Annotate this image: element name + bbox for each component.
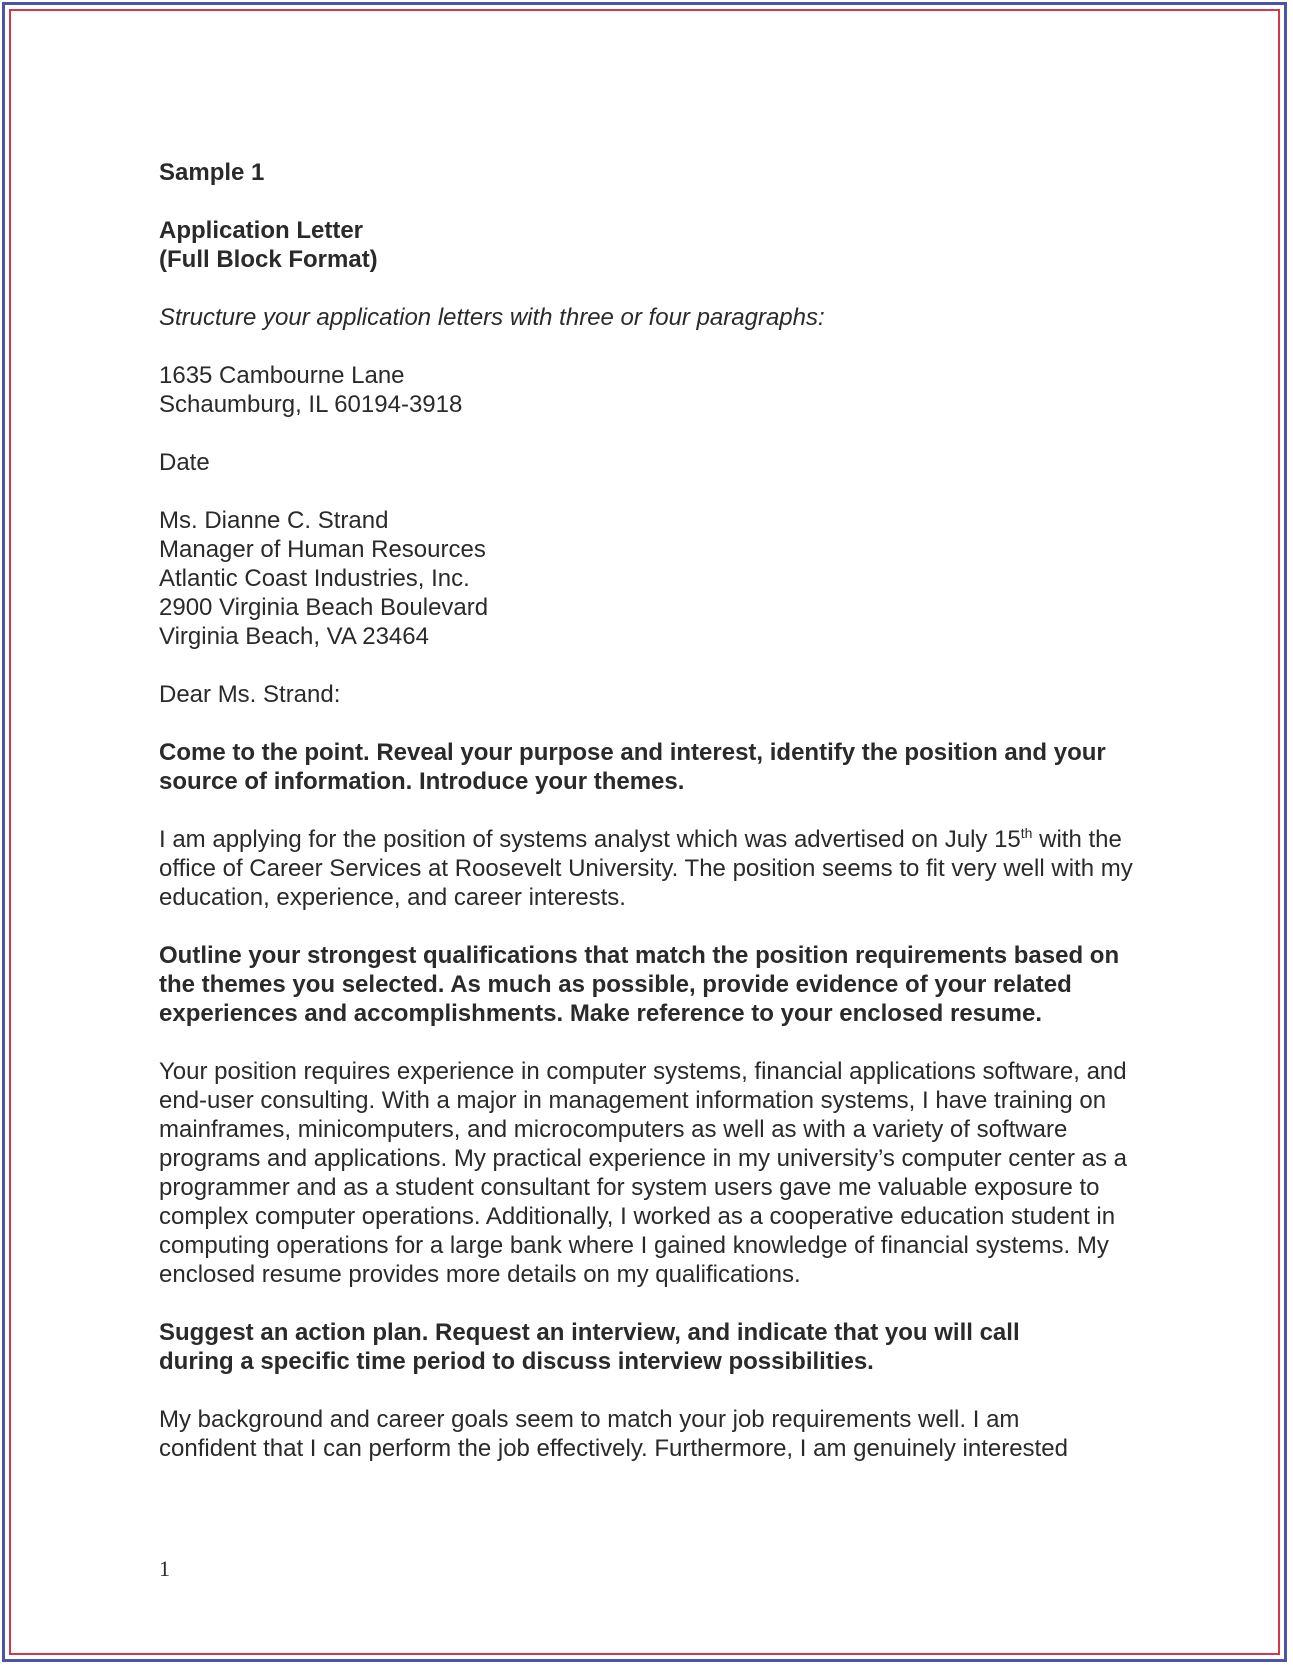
sender-city: Schaumburg, IL 60194-3918: [159, 391, 463, 418]
guide-3-line: during a specific time period to discuss interview possibilities.: [159, 1348, 874, 1375]
letter-format: (Full Block Format): [159, 246, 378, 273]
body-2-line: programs and applications. My practical experience in my university’s computer center as a: [159, 1145, 1127, 1172]
body-2-line: complex computer operations. Additionally, I worked as a cooperative education student in: [159, 1203, 1116, 1230]
body-2-line: enclosed resume provides more details on my qualifications.: [159, 1261, 801, 1288]
letter-page: [159, 158, 1209, 1492]
body-2-line: end-user consulting. With a major in management information systems, I have training on: [159, 1087, 1107, 1114]
sender-address: [159, 361, 1209, 419]
salutation-block: [159, 680, 1209, 709]
body-1-line: [159, 825, 1209, 854]
guide-paragraph-1: [159, 738, 1209, 796]
recipient-city: Virginia Beach, VA 23464: [159, 623, 429, 650]
body-1-line: education, experience, and career interests.: [159, 884, 626, 911]
guide-2-line: experiences and accomplishments. Make reference to your enclosed resume.: [159, 1000, 1043, 1027]
recipient-street: 2900 Virginia Beach Boulevard: [159, 594, 489, 621]
sender-street: 1635 Cambourne Lane: [159, 362, 405, 389]
body-paragraph-1: [159, 825, 1209, 912]
body-1-line-text-b: with the: [1032, 826, 1122, 853]
body-3-line: confident that I can perform the job effectively. Furthermore, I am genuinely interested: [159, 1435, 1068, 1462]
recipient-company: Atlantic Coast Industries, Inc.: [159, 565, 470, 592]
sample-label: Sample 1: [159, 159, 265, 186]
body-2-line: computing operations for a large bank where I gained knowledge of financial systems. My: [159, 1232, 1109, 1259]
guide-paragraph-3: [159, 1318, 1209, 1376]
guide-2-line: the themes you selected. As much as possible, provide evidence of your related: [159, 971, 1072, 998]
date-text: Date: [159, 449, 210, 476]
guide-2-line: Outline your strongest qualifications that match the position requirements based on: [159, 942, 1120, 969]
body-paragraph-2: [159, 1057, 1209, 1289]
body-3-line: My background and career goals seem to match your job requirements well. I am: [159, 1406, 1020, 1433]
instruction-block: [159, 303, 1209, 332]
letter-title: Application Letter: [159, 217, 364, 244]
heading-sample: [159, 158, 1209, 187]
guide-3-line: Suggest an action plan. Request an interview, and indicate that you will call: [159, 1319, 1020, 1346]
body-2-line: Your position requires experience in computer systems, financial applications software, and: [159, 1058, 1127, 1085]
body-1-line: office of Career Services at Roosevelt University. The position seems to fit very well with my: [159, 855, 1133, 882]
guide-paragraph-2: [159, 941, 1209, 1028]
salutation-text: Dear Ms. Strand:: [159, 681, 341, 708]
body-paragraph-3: [159, 1405, 1209, 1463]
body-1-line-text-a: I am applying for the position of systems analyst which was advertised on July 15: [159, 826, 1021, 853]
heading-title-block: [159, 216, 1209, 274]
body-2-line: programmer and as a student consultant for system users gave me valuable exposure to: [159, 1174, 1100, 1201]
guide-1-line: Come to the point. Reveal your purpose and interest, identify the position and your: [159, 739, 1106, 766]
recipient-address: [159, 506, 1209, 651]
ordinal-suffix: th: [1020, 825, 1033, 841]
body-2-line: mainframes, minicomputers, and microcomputers as well as with a variety of software: [159, 1116, 1068, 1143]
recipient-name: Ms. Dianne C. Strand: [159, 507, 389, 534]
guide-1-line: source of information. Introduce your themes.: [159, 768, 685, 795]
page-number: 1: [159, 1556, 170, 1581]
date-block: [159, 448, 1209, 477]
recipient-title: Manager of Human Resources: [159, 536, 486, 563]
instruction-text: Structure your application letters with three or four paragraphs:: [159, 304, 825, 331]
